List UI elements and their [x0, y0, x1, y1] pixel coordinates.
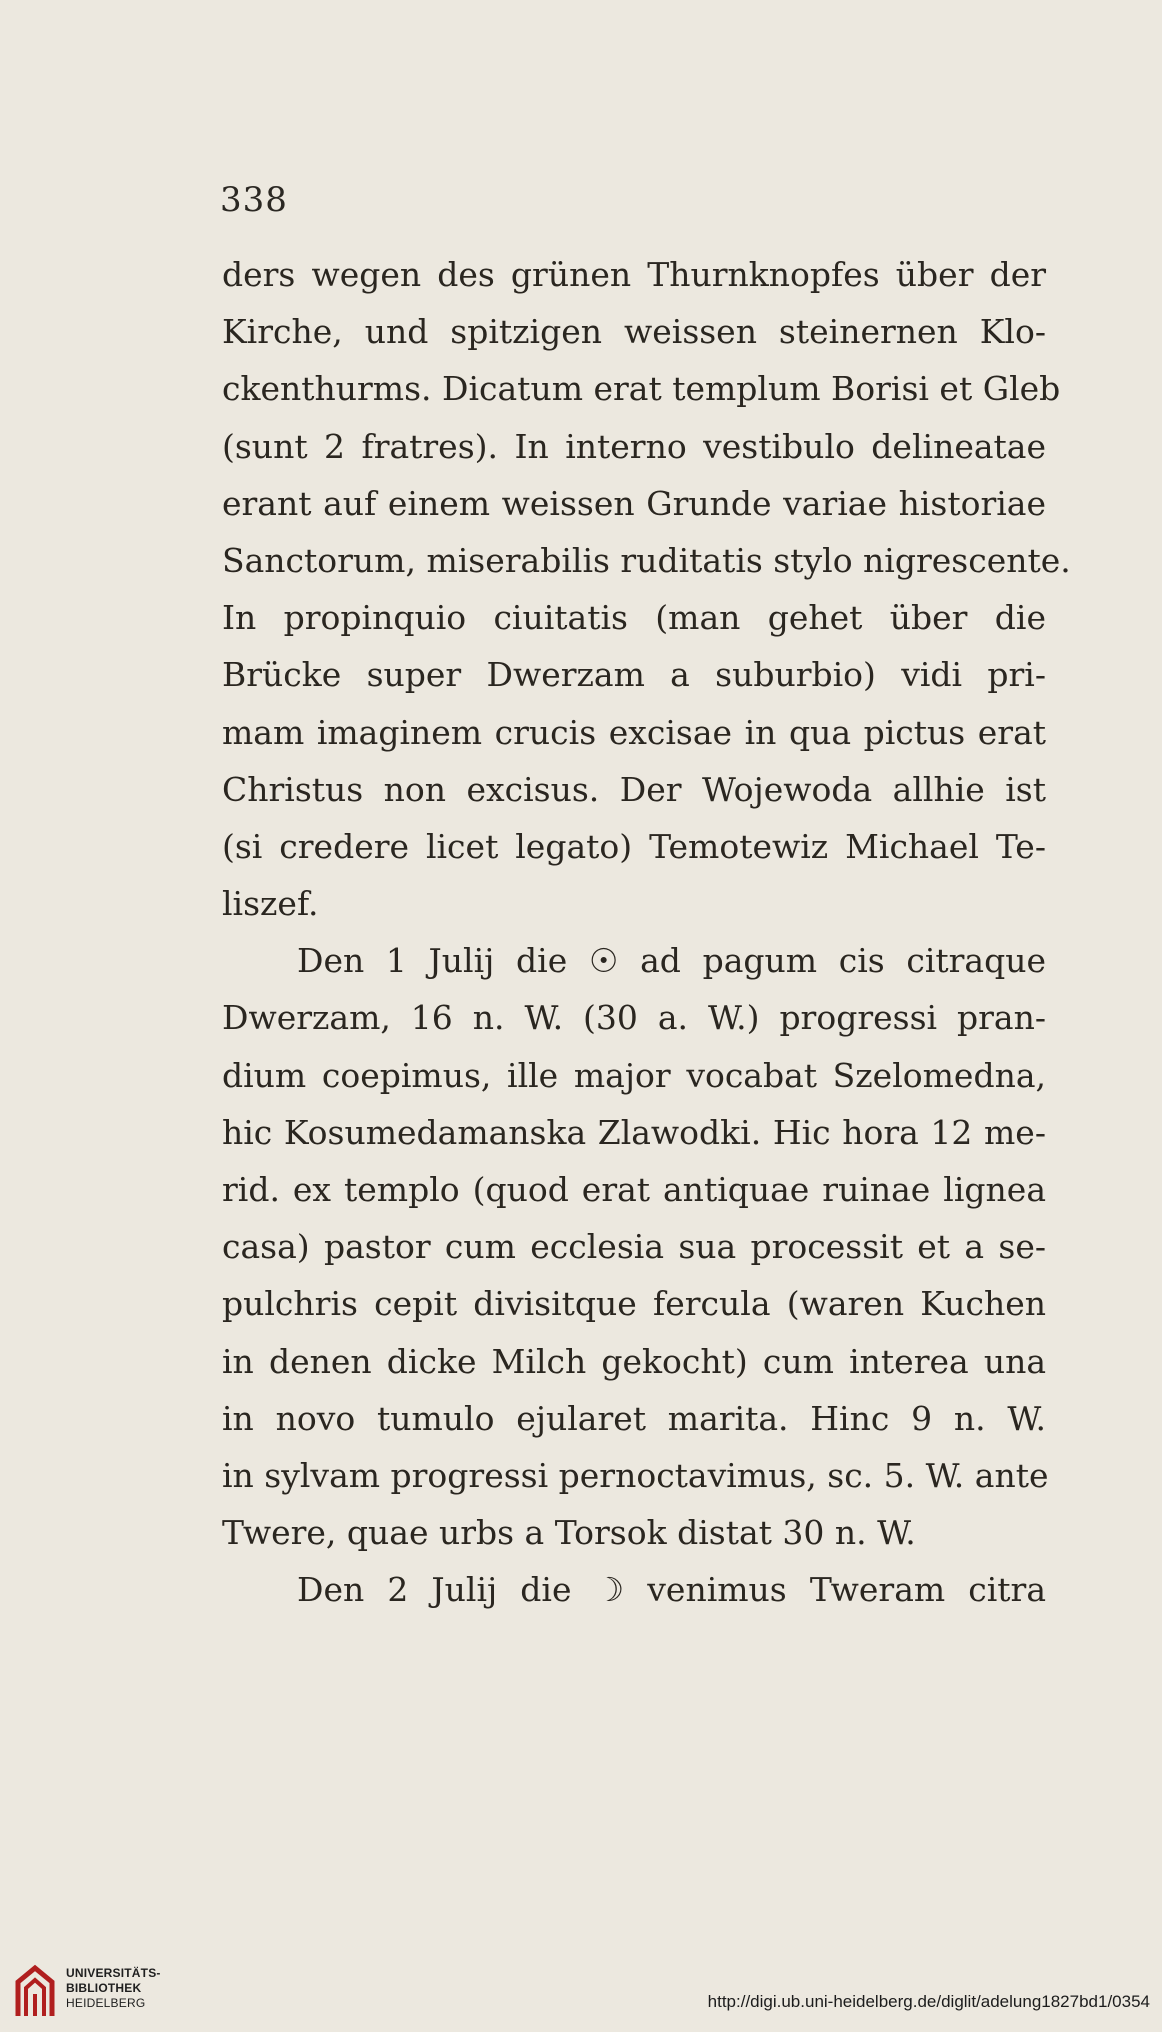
text-line: Twere, quae urbs a Torsok distat 30 n. W. [222, 1513, 916, 1553]
text-line: in denen dicke Milch gekocht) cum interea una [222, 1341, 1046, 1381]
text-line: casa) pastor cum ecclesia sua processit et a se- [222, 1227, 1046, 1267]
text-line: pulchris cepit divisitque fercula (waren Kuchen [222, 1284, 1046, 1324]
text-line: mam imaginem crucis excisae in qua pictus erat [222, 712, 1046, 752]
text-line: Christus non excisus. Der Wojewoda allhie ist [222, 769, 1046, 809]
text-line: erant auf einem weissen Grunde variae historiae [222, 483, 1046, 523]
library-logo-icon [12, 1964, 58, 2020]
source-url-link[interactable]: http://digi.ub.uni-heidelberg.de/diglit/adelung1827bd1/0354 [707, 1992, 1150, 2011]
library-logo [12, 1960, 162, 2026]
text-line: (sunt 2 fratres). In interno vestibulo delineatae [222, 426, 1046, 466]
footer-bar [0, 1960, 1162, 2032]
text-line: in novo tumulo ejularet marita. Hinc 9 n. W. [222, 1398, 1046, 1438]
text-line: Kirche, und spitzigen weissen steinernen Klo- [222, 312, 1046, 352]
text-line: Sanctorum, miserabilis ruditatis stylo nigrescente. [222, 540, 1071, 580]
text-line: Dwerzam, 16 n. W. (30 a. W.) progressi pran- [222, 998, 1046, 1038]
text-line: (si credere licet legato) Temotewiz Michael Te- [222, 826, 1046, 866]
text-line: liszef. [222, 884, 319, 924]
text-line: dium coepimus, ille major vocabat Szelomedna, [222, 1055, 1046, 1095]
text-line: In propinquio ciuitatis (man gehet über die [222, 598, 1046, 638]
text-line: Den 1 Julij die ☉ ad pagum cis citraque [297, 941, 1046, 981]
logo-line: BIBLIOTHEK [66, 1981, 142, 1995]
text-line: Brücke super Dwerzam a suburbio) vidi pri- [222, 655, 1046, 695]
logo-line: UNIVERSITÄTS- [66, 1966, 161, 1980]
text-line: ckenthurms. Dicatum erat templum Borisi et Gleb [222, 369, 1061, 409]
text-line: Den 2 Julij die ☽ venimus Tweram citra [297, 1570, 1046, 1610]
text-line: rid. ex templo (quod erat antiquae ruinae lignea [222, 1170, 1046, 1209]
body-text [222, 246, 1071, 1619]
logo-line: HEIDELBERG [66, 1996, 146, 2010]
text-line: hic Kosumedamanska Zlawodki. Hic hora 12 me- [222, 1112, 1046, 1152]
page-number: 338 [220, 180, 288, 220]
library-logo-text [66, 1966, 161, 2011]
text-line: in sylvam progressi pernoctavimus, sc. 5. W. ante [222, 1455, 1049, 1495]
text-line: ders wegen des grünen Thurnknopfes über der [222, 255, 1046, 294]
